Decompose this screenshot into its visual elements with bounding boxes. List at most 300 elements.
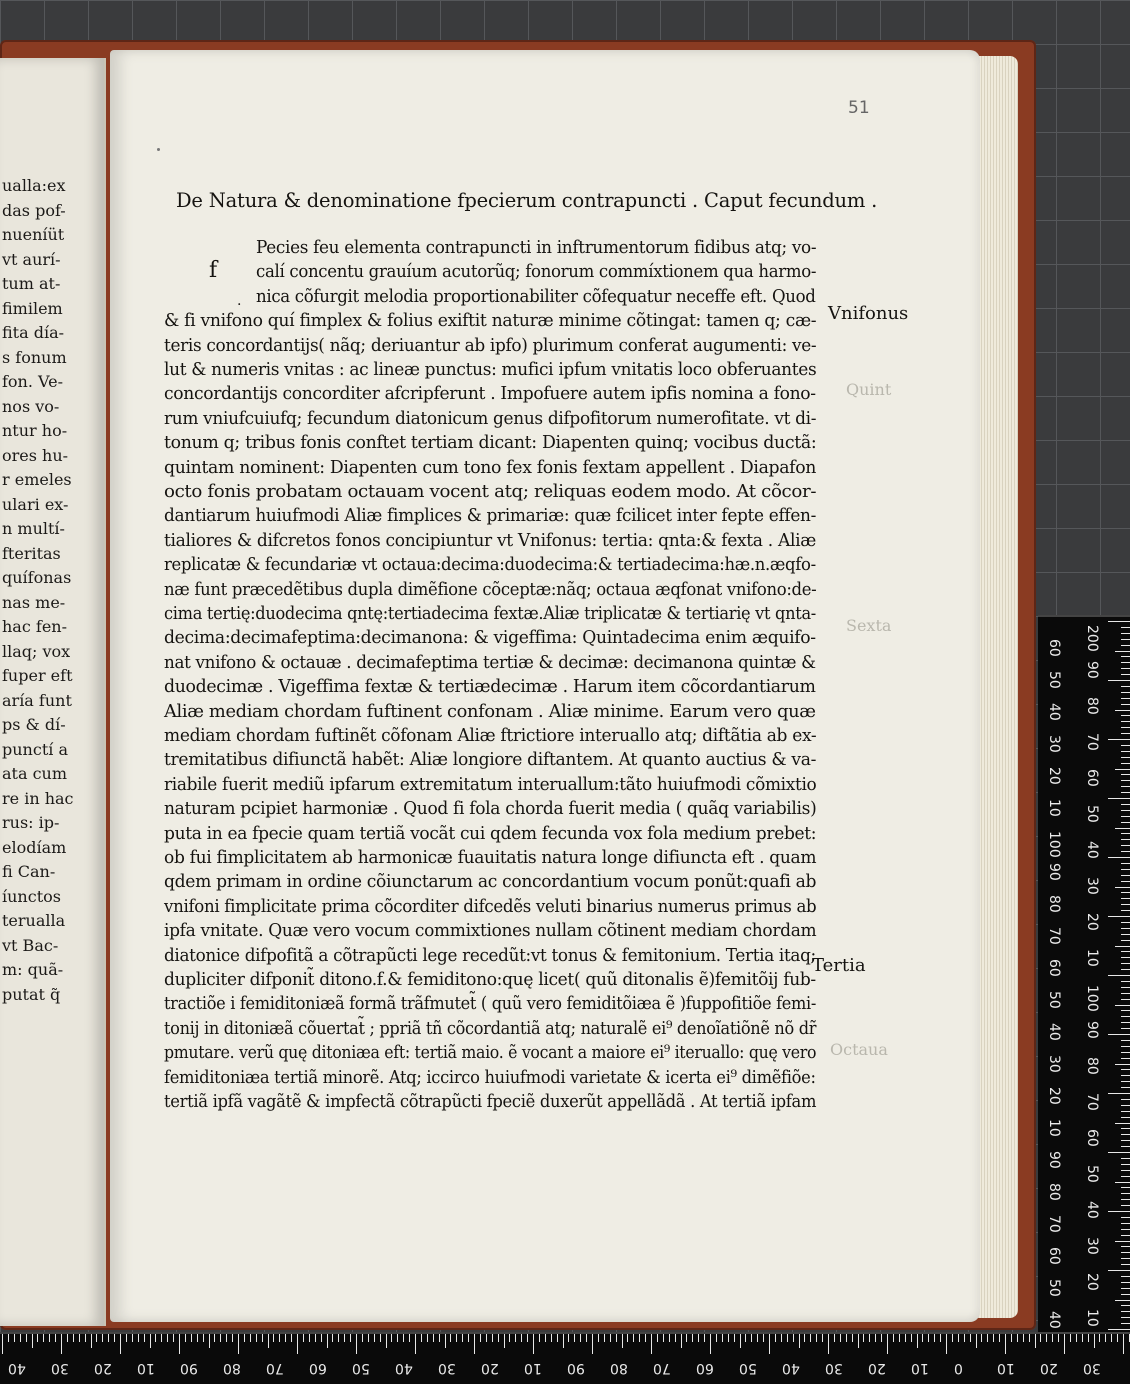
- ruler-tick: [899, 1334, 900, 1342]
- ruler-tick: [1017, 1334, 1018, 1342]
- ruler-label: 90: [567, 1360, 585, 1376]
- ruler-tick: [126, 1334, 127, 1342]
- ruler-tick: [102, 1334, 103, 1342]
- body-line: replicatæ & fecundariæ vt octaua:decima:duodecima:& tertiadecima:hæ.n.æqfo-: [164, 554, 816, 576]
- ruler-tick: [1121, 1311, 1130, 1312]
- ruler-tick: [934, 1334, 935, 1342]
- ruler-label: 90: [1046, 863, 1062, 881]
- ruler-tick: [1121, 1323, 1130, 1324]
- ruler-tick: [740, 1334, 741, 1348]
- ruler-tick: [1121, 804, 1130, 805]
- ruler-tick: [26, 1334, 27, 1342]
- ruler-tick: [1121, 881, 1130, 882]
- ruler-tick: [1121, 774, 1130, 775]
- ruler-tick: [922, 1334, 923, 1342]
- ruler-tick: [804, 1334, 805, 1342]
- body-line: Aliæ mediam chordam fuftinent confonam . Aliæ minime. Earum vero quæ: [164, 700, 816, 722]
- ruler-tick: [775, 1334, 776, 1342]
- ruler-label: 20: [1046, 1087, 1062, 1105]
- ruler-tick: [1121, 1187, 1130, 1188]
- ruler-tick: [1121, 1217, 1130, 1218]
- ruler-label: 50: [1046, 1279, 1062, 1297]
- ruler-tick: [1121, 969, 1130, 970]
- ruler-label: 80: [1046, 895, 1062, 913]
- ruler-tick: [1121, 1099, 1130, 1100]
- ruler-label: 60: [1084, 1129, 1100, 1147]
- ruler-tick: [509, 1334, 510, 1342]
- ruler-tick: [268, 1334, 269, 1348]
- ruler-tick: [1121, 993, 1130, 994]
- margin-note-vnisonus: Vnifonus: [828, 303, 909, 324]
- ruler-tick: [976, 1334, 977, 1348]
- left-page-line: quífonas: [2, 568, 72, 587]
- ruler-tick: [1121, 1223, 1130, 1224]
- ruler-tick: [1121, 910, 1130, 911]
- ruler-tick: [220, 1334, 221, 1342]
- ruler-label: 10: [1046, 1119, 1062, 1137]
- ruler-label: 20: [481, 1360, 499, 1376]
- left-page-line: putat q̃: [2, 984, 61, 1004]
- ruler-tick: [161, 1334, 162, 1342]
- ruler-label: 30: [825, 1360, 843, 1376]
- ruler-tick: [20, 1334, 21, 1342]
- ruler-tick: [1121, 904, 1130, 905]
- ruler-tick: [810, 1334, 811, 1342]
- ruler-tick: [787, 1334, 788, 1342]
- ruler-tick: [332, 1334, 333, 1342]
- ruler-tick: [1121, 757, 1130, 758]
- ruler-tick: [1052, 1334, 1053, 1342]
- ruler-tick: [663, 1334, 664, 1342]
- ruler-tick: [1121, 1058, 1130, 1059]
- ruler-tick: [1121, 668, 1130, 669]
- ruler-tick: [999, 1334, 1000, 1342]
- ruler-tick: [1121, 1176, 1130, 1177]
- ruler-tick: [1121, 745, 1130, 746]
- initial-guide-letter: f: [209, 258, 218, 283]
- left-page-line: fi Can-: [2, 862, 56, 881]
- ruler-tick: [1046, 1334, 1047, 1342]
- left-page-line: vt Bac-: [2, 935, 59, 955]
- ruler-tick: [244, 1334, 245, 1342]
- ruler-tick: [675, 1334, 676, 1342]
- ruler-label: 10: [997, 1360, 1015, 1376]
- ruler-tick: [1121, 674, 1130, 675]
- ruler-label: 70: [1084, 733, 1100, 751]
- ruler-tick: [120, 1334, 121, 1354]
- ruler-tick: [1040, 1334, 1041, 1342]
- left-page-line: das pof-: [2, 200, 66, 220]
- left-page-line: rus: ip-: [2, 813, 60, 832]
- left-page-line: r emeles: [2, 470, 72, 489]
- ruler-tick: [468, 1334, 469, 1342]
- ruler-tick: [698, 1334, 699, 1342]
- ruler-tick: [1011, 1334, 1012, 1342]
- ruler-label: 30: [1046, 735, 1062, 753]
- ruler-tick: [1108, 680, 1130, 681]
- ruler-label: 80: [610, 1360, 628, 1376]
- ruler-tick: [1070, 1334, 1071, 1342]
- left-page-line: ualla:ex: [2, 176, 66, 195]
- body-line: dantiarum huiufmodi Aliæ fimplices & primariæ: quæ fcilicet inter fepte effen-: [164, 505, 816, 527]
- ruler-tick: [1108, 1093, 1130, 1094]
- ruler-tick: [445, 1334, 446, 1348]
- ruler-tick: [686, 1334, 687, 1342]
- ruler-tick: [1115, 1241, 1130, 1242]
- ruler-tick: [1121, 1317, 1130, 1318]
- ruler-tick: [1121, 816, 1130, 817]
- left-page-line: llaq; vox: [2, 641, 71, 661]
- ruler-tick: [1117, 1334, 1118, 1342]
- ruler-tick: [1082, 1334, 1083, 1342]
- ruler-label: 200: [1084, 625, 1100, 652]
- ruler-tick: [1121, 999, 1130, 1000]
- ruler-tick: [1121, 1134, 1130, 1135]
- bleed-through-note-quint: Quint: [846, 380, 892, 399]
- ruler-tick: [1121, 1276, 1130, 1277]
- ruler-tick: [421, 1334, 422, 1342]
- body-line: lut & numeris vnitas : ac lineæ punctus: mufici ipfum vnitatis loco obferuantes: [164, 359, 817, 380]
- ruler-tick: [1115, 1182, 1130, 1183]
- ruler-tick: [1121, 987, 1130, 988]
- left-page-line: ulari ex-: [2, 494, 69, 514]
- ruler-tick: [592, 1334, 593, 1354]
- ruler-tick: [822, 1334, 823, 1342]
- ruler-tick: [179, 1334, 180, 1354]
- ruler-tick: [1121, 1105, 1130, 1106]
- body-line: ipfa vnitate. Quæ vero vocum commixtiones nullam cõtinent mediam chordam: [164, 920, 817, 942]
- ruler-tick: [262, 1334, 263, 1342]
- body-line: puta in ea fpecie quam tertiã vocãt cui qdem fecunda vox fola medium prebet:: [164, 822, 817, 844]
- ruler-tick: [545, 1334, 546, 1342]
- left-page-line: nueníüt: [2, 225, 65, 244]
- ruler-tick: [14, 1334, 15, 1342]
- ruler-tick: [32, 1334, 33, 1348]
- body-line: riabile fuerit mediũ ipfarum extremitatum interuallum:tãto huiufmodi cõmixtio: [164, 773, 817, 795]
- ruler-tick: [633, 1334, 634, 1342]
- ruler-tick: [905, 1334, 906, 1342]
- ruler-tick: [1121, 1010, 1130, 1011]
- ruler-tick: [586, 1334, 587, 1342]
- ruler-tick: [450, 1334, 451, 1342]
- ruler-tick: [1108, 857, 1130, 858]
- ruler-tick: [303, 1334, 304, 1342]
- ruler-tick: [1121, 810, 1130, 811]
- ruler-tick: [338, 1334, 339, 1342]
- ruler-tick: [480, 1334, 481, 1342]
- horizontal-ruler: [0, 1332, 1130, 1384]
- ruler-label: 90: [180, 1360, 198, 1376]
- ruler-tick: [970, 1334, 971, 1342]
- ruler-label: 10: [1046, 799, 1062, 817]
- ruler-tick: [799, 1334, 800, 1348]
- ruler-tick: [911, 1334, 912, 1342]
- ruler-tick: [1121, 698, 1130, 699]
- initial-guide-dot: .: [237, 293, 242, 309]
- ruler-tick: [917, 1334, 918, 1348]
- ruler-tick: [1108, 916, 1130, 917]
- ruler-tick: [1121, 1170, 1130, 1171]
- ruler-tick: [1121, 792, 1130, 793]
- ruler-tick: [350, 1334, 351, 1342]
- ruler-tick: [415, 1334, 416, 1354]
- ruler-tick: [1121, 1128, 1130, 1129]
- ruler-label: 80: [1046, 1183, 1062, 1201]
- left-page-line: aría funt: [2, 690, 72, 710]
- bleed-through-note-octaua: Octaua: [830, 1040, 888, 1059]
- ruler-tick: [1121, 1235, 1130, 1236]
- ruler-tick: [1121, 875, 1130, 876]
- left-page-line: terualla: [2, 911, 66, 930]
- ruler-label: 60: [1084, 769, 1100, 787]
- ruler-tick: [1115, 710, 1130, 711]
- ruler-tick: [1121, 928, 1130, 929]
- ruler-tick: [1121, 1069, 1130, 1070]
- ruler-tick: [1108, 1152, 1130, 1153]
- ruler-label: 30: [438, 1360, 456, 1376]
- body-line: Pecies feu elementa contrapuncti in inftrumentorum fidibus atq; vo-: [256, 237, 817, 258]
- ruler-tick: [55, 1334, 56, 1342]
- ruler-tick: [309, 1334, 310, 1342]
- ruler-tick: [197, 1334, 198, 1342]
- ruler-tick: [37, 1334, 38, 1342]
- left-page-line: ores hu-: [2, 445, 69, 465]
- body-line: pmutare. verũ quę ditoniæa eft: tertiã maio. ẽ vocant a maiore ei⁹ iteruallo: quę vero: [164, 1042, 817, 1064]
- ruler-tick: [610, 1334, 611, 1342]
- ruler-label: 20: [868, 1360, 886, 1376]
- left-page-line: vt aurí-: [2, 249, 61, 269]
- ruler-tick: [91, 1334, 92, 1348]
- ruler-tick: [380, 1334, 381, 1342]
- body-line: tertiã ipfã vagãtẽ & impfectã cõtrapũcti fpeciẽ duxerũt appellãdã . At tertiã ipfam: [164, 1091, 817, 1112]
- ruler-tick: [1121, 721, 1130, 722]
- ruler-tick: [1121, 822, 1130, 823]
- ruler-tick: [521, 1334, 522, 1342]
- ruler-tick: [1115, 651, 1130, 652]
- ruler-tick: [1108, 798, 1130, 799]
- body-line: qdem primam in ordine cõiunctarum ac concordantium vocum ponũt:quafi ab: [164, 871, 817, 893]
- ruler-tick: [486, 1334, 487, 1342]
- ruler-label: 10: [137, 1360, 155, 1376]
- ruler-tick: [1121, 627, 1130, 628]
- ruler-tick: [368, 1334, 369, 1342]
- body-line: cima tertię:duodecima qntę:tertiadecima fextæ.Aliæ triplicatæ & tertiarię vt qnta-: [164, 603, 816, 624]
- ruler-tick: [981, 1334, 982, 1342]
- body-line: mediam chordam fuftinẽt cõfonam Aliæ ftrictiore interuallo atq; diftãtia ab ex-: [164, 725, 817, 746]
- ruler-tick: [958, 1334, 959, 1342]
- ruler-tick: [840, 1334, 841, 1342]
- ruler-label: 50: [1046, 991, 1062, 1009]
- ruler-label: 60: [1046, 639, 1062, 657]
- body-line: nica cõfurgit melodia proportionabiliter cõfequatur neceffe eft. Quod: [256, 285, 816, 307]
- ruler-tick: [940, 1334, 941, 1342]
- ruler-tick: [1121, 898, 1130, 899]
- ruler-tick: [1121, 1158, 1130, 1159]
- ruler-label: 40: [1084, 1201, 1100, 1219]
- ruler-tick: [1121, 1117, 1130, 1118]
- body-line: & fi vnifono quí fimplex & folius exiftit naturæ minime cõtingat: tamen q; cæ-: [164, 310, 817, 332]
- ruler-label: 40: [395, 1360, 413, 1376]
- ruler-tick: [1108, 1034, 1130, 1035]
- ruler-tick: [598, 1334, 599, 1342]
- ruler-tick: [551, 1334, 552, 1342]
- ruler-tick: [1123, 1334, 1124, 1354]
- ruler-label: 50: [739, 1360, 757, 1376]
- ruler-tick: [1064, 1334, 1065, 1354]
- ruler-label: 30: [1083, 1360, 1101, 1376]
- ruler-label: 40: [1046, 1311, 1062, 1329]
- ruler-tick: [580, 1334, 581, 1342]
- ruler-tick: [1121, 833, 1130, 834]
- ruler-label: 40: [1046, 703, 1062, 721]
- ruler-tick: [462, 1334, 463, 1342]
- body-line: nat vnifono & octauæ . decimafeptima tertiæ & decimæ: decimanona quintæ &: [164, 651, 816, 673]
- left-page-line: nas me-: [2, 592, 66, 612]
- ruler-tick: [1121, 733, 1130, 734]
- ruler-tick: [946, 1334, 947, 1354]
- ruler-tick: [1121, 940, 1130, 941]
- ruler-tick: [1121, 1028, 1130, 1029]
- ruler-label: 100: [1084, 985, 1100, 1012]
- ruler-tick: [114, 1334, 115, 1342]
- ruler-tick: [1121, 1140, 1130, 1141]
- left-page-line: nos vo-: [2, 396, 60, 416]
- ruler-tick: [881, 1334, 882, 1342]
- body-line: quintam nominent: Diapenten cum tono fex fonis fextam appellent . Diapafon: [164, 456, 817, 478]
- ruler-tick: [1121, 839, 1130, 840]
- ruler-label: 50: [352, 1360, 370, 1376]
- ruler-label: 20: [1084, 1273, 1100, 1291]
- ruler-tick: [138, 1334, 139, 1342]
- ruler-tick: [893, 1334, 894, 1342]
- body-line: tractiõe i femiditoniæã formã trãfmutet̃ ( quũ vero femiditõiæa ẽ )fuppofitiõe femi-: [164, 993, 817, 1015]
- body-line: ob fui fimplicitatem ab harmonicæ fuauitatis natura longe difiuncta eft . quam: [164, 847, 817, 868]
- ruler-tick: [1121, 686, 1130, 687]
- ruler-label: 80: [1084, 697, 1100, 715]
- ruler-label: 50: [1084, 1165, 1100, 1183]
- ruler-tick: [185, 1334, 186, 1342]
- ruler-tick: [167, 1334, 168, 1342]
- ruler-label: 30: [1046, 1055, 1062, 1073]
- ruler-tick: [1035, 1334, 1036, 1348]
- ruler-tick: [846, 1334, 847, 1342]
- ruler-tick: [79, 1334, 80, 1342]
- ruler-tick: [745, 1334, 746, 1342]
- ruler-tick: [1121, 1264, 1130, 1265]
- ruler-label: 50: [1046, 671, 1062, 689]
- ruler-tick: [1115, 887, 1130, 888]
- bleed-through-note-sexta: Sexta: [846, 616, 892, 635]
- ruler-label: 0: [954, 1360, 963, 1376]
- ruler-tick: [374, 1334, 375, 1342]
- ruler-label: 40: [8, 1360, 26, 1376]
- ruler-tick: [256, 1334, 257, 1342]
- ruler-tick: [1121, 656, 1130, 657]
- ruler-tick: [1108, 1211, 1130, 1212]
- ruler-tick: [887, 1334, 888, 1354]
- ruler-tick: [763, 1334, 764, 1342]
- ruler-tick: [1121, 662, 1130, 663]
- ruler-label: 90: [1046, 1151, 1062, 1169]
- ruler-tick: [1108, 1329, 1130, 1330]
- ruler-label: 30: [1084, 1237, 1100, 1255]
- ruler-tick: [403, 1334, 404, 1342]
- ruler-tick: [344, 1334, 345, 1342]
- ruler-tick: [1121, 633, 1130, 634]
- ruler-label: 30: [1084, 877, 1100, 895]
- ruler-tick: [1121, 981, 1130, 982]
- ruler-tick: [1121, 1040, 1130, 1041]
- ruler-tick: [928, 1334, 929, 1342]
- chapter-heading: De Natura & denominatione fpecierum contrapuncti . Caput fecundum .: [176, 189, 878, 212]
- ruler-tick: [1121, 692, 1130, 693]
- ruler-tick: [132, 1334, 133, 1342]
- ruler-tick: [1121, 1146, 1130, 1147]
- ruler-tick: [1115, 828, 1130, 829]
- left-page-line: hac fen-: [2, 617, 67, 636]
- body-line: naturam pcipiet harmoniæ . Quod fi fola chorda fuerit media ( quãq variabilis): [164, 798, 817, 820]
- left-page-line: elodíam: [2, 837, 67, 857]
- left-page: [0, 58, 106, 1326]
- ruler-tick: [108, 1334, 109, 1342]
- ruler-tick: [757, 1334, 758, 1342]
- ruler-tick: [816, 1334, 817, 1342]
- ruler-label: 100: [1046, 831, 1062, 858]
- ruler-label: 80: [1084, 1057, 1100, 1075]
- ruler-tick: [1121, 727, 1130, 728]
- left-page-line: fimilem: [2, 298, 63, 318]
- ruler-tick: [692, 1334, 693, 1342]
- left-page-line: s fonum: [2, 347, 67, 367]
- body-line: decima:decimafeptima:decimanona: & vigeffima: Quintadecima enim æquifo-: [164, 627, 816, 649]
- ruler-tick: [73, 1334, 74, 1342]
- ruler-tick: [397, 1334, 398, 1342]
- left-page-line: ata cum: [2, 764, 68, 783]
- ruler-tick: [1121, 951, 1130, 952]
- ruler-tick: [681, 1334, 682, 1348]
- body-line: tonij in ditoniæã cõuertat̃ ; ppriã tñ cõcordantiã atq; naturalẽ ei⁹ denoĩatiõnẽ nõ dr̃: [164, 1017, 817, 1039]
- ruler-tick: [515, 1334, 516, 1342]
- ruler-tick: [704, 1334, 705, 1342]
- ruler-tick: [669, 1334, 670, 1342]
- ruler-tick: [1121, 1205, 1130, 1206]
- ruler-label: 70: [1084, 1093, 1100, 1111]
- ruler-label: 90: [1084, 1021, 1100, 1039]
- ruler-tick: [291, 1334, 292, 1342]
- ruler-tick: [993, 1334, 994, 1342]
- ruler-tick: [214, 1334, 215, 1342]
- ruler-tick: [728, 1334, 729, 1342]
- ruler-tick: [285, 1334, 286, 1342]
- ruler-tick: [1094, 1334, 1095, 1348]
- ruler-tick: [232, 1334, 233, 1342]
- ruler-tick: [1058, 1334, 1059, 1342]
- ruler-tick: [1121, 1246, 1130, 1247]
- left-page-line: punctí a: [2, 739, 68, 759]
- ruler-tick: [527, 1334, 528, 1342]
- ruler-tick: [1121, 780, 1130, 781]
- ruler-tick: [781, 1334, 782, 1342]
- ruler-tick: [474, 1334, 475, 1354]
- left-page-line: fteritas: [2, 543, 61, 563]
- ruler-tick: [651, 1334, 652, 1354]
- ruler-tick: [1121, 957, 1130, 958]
- ruler-tick: [869, 1334, 870, 1342]
- ruler-tick: [1121, 1258, 1130, 1259]
- ruler-tick: [568, 1334, 569, 1342]
- left-page-line: fuper eft: [2, 666, 73, 685]
- ruler-label: 20: [1084, 913, 1100, 931]
